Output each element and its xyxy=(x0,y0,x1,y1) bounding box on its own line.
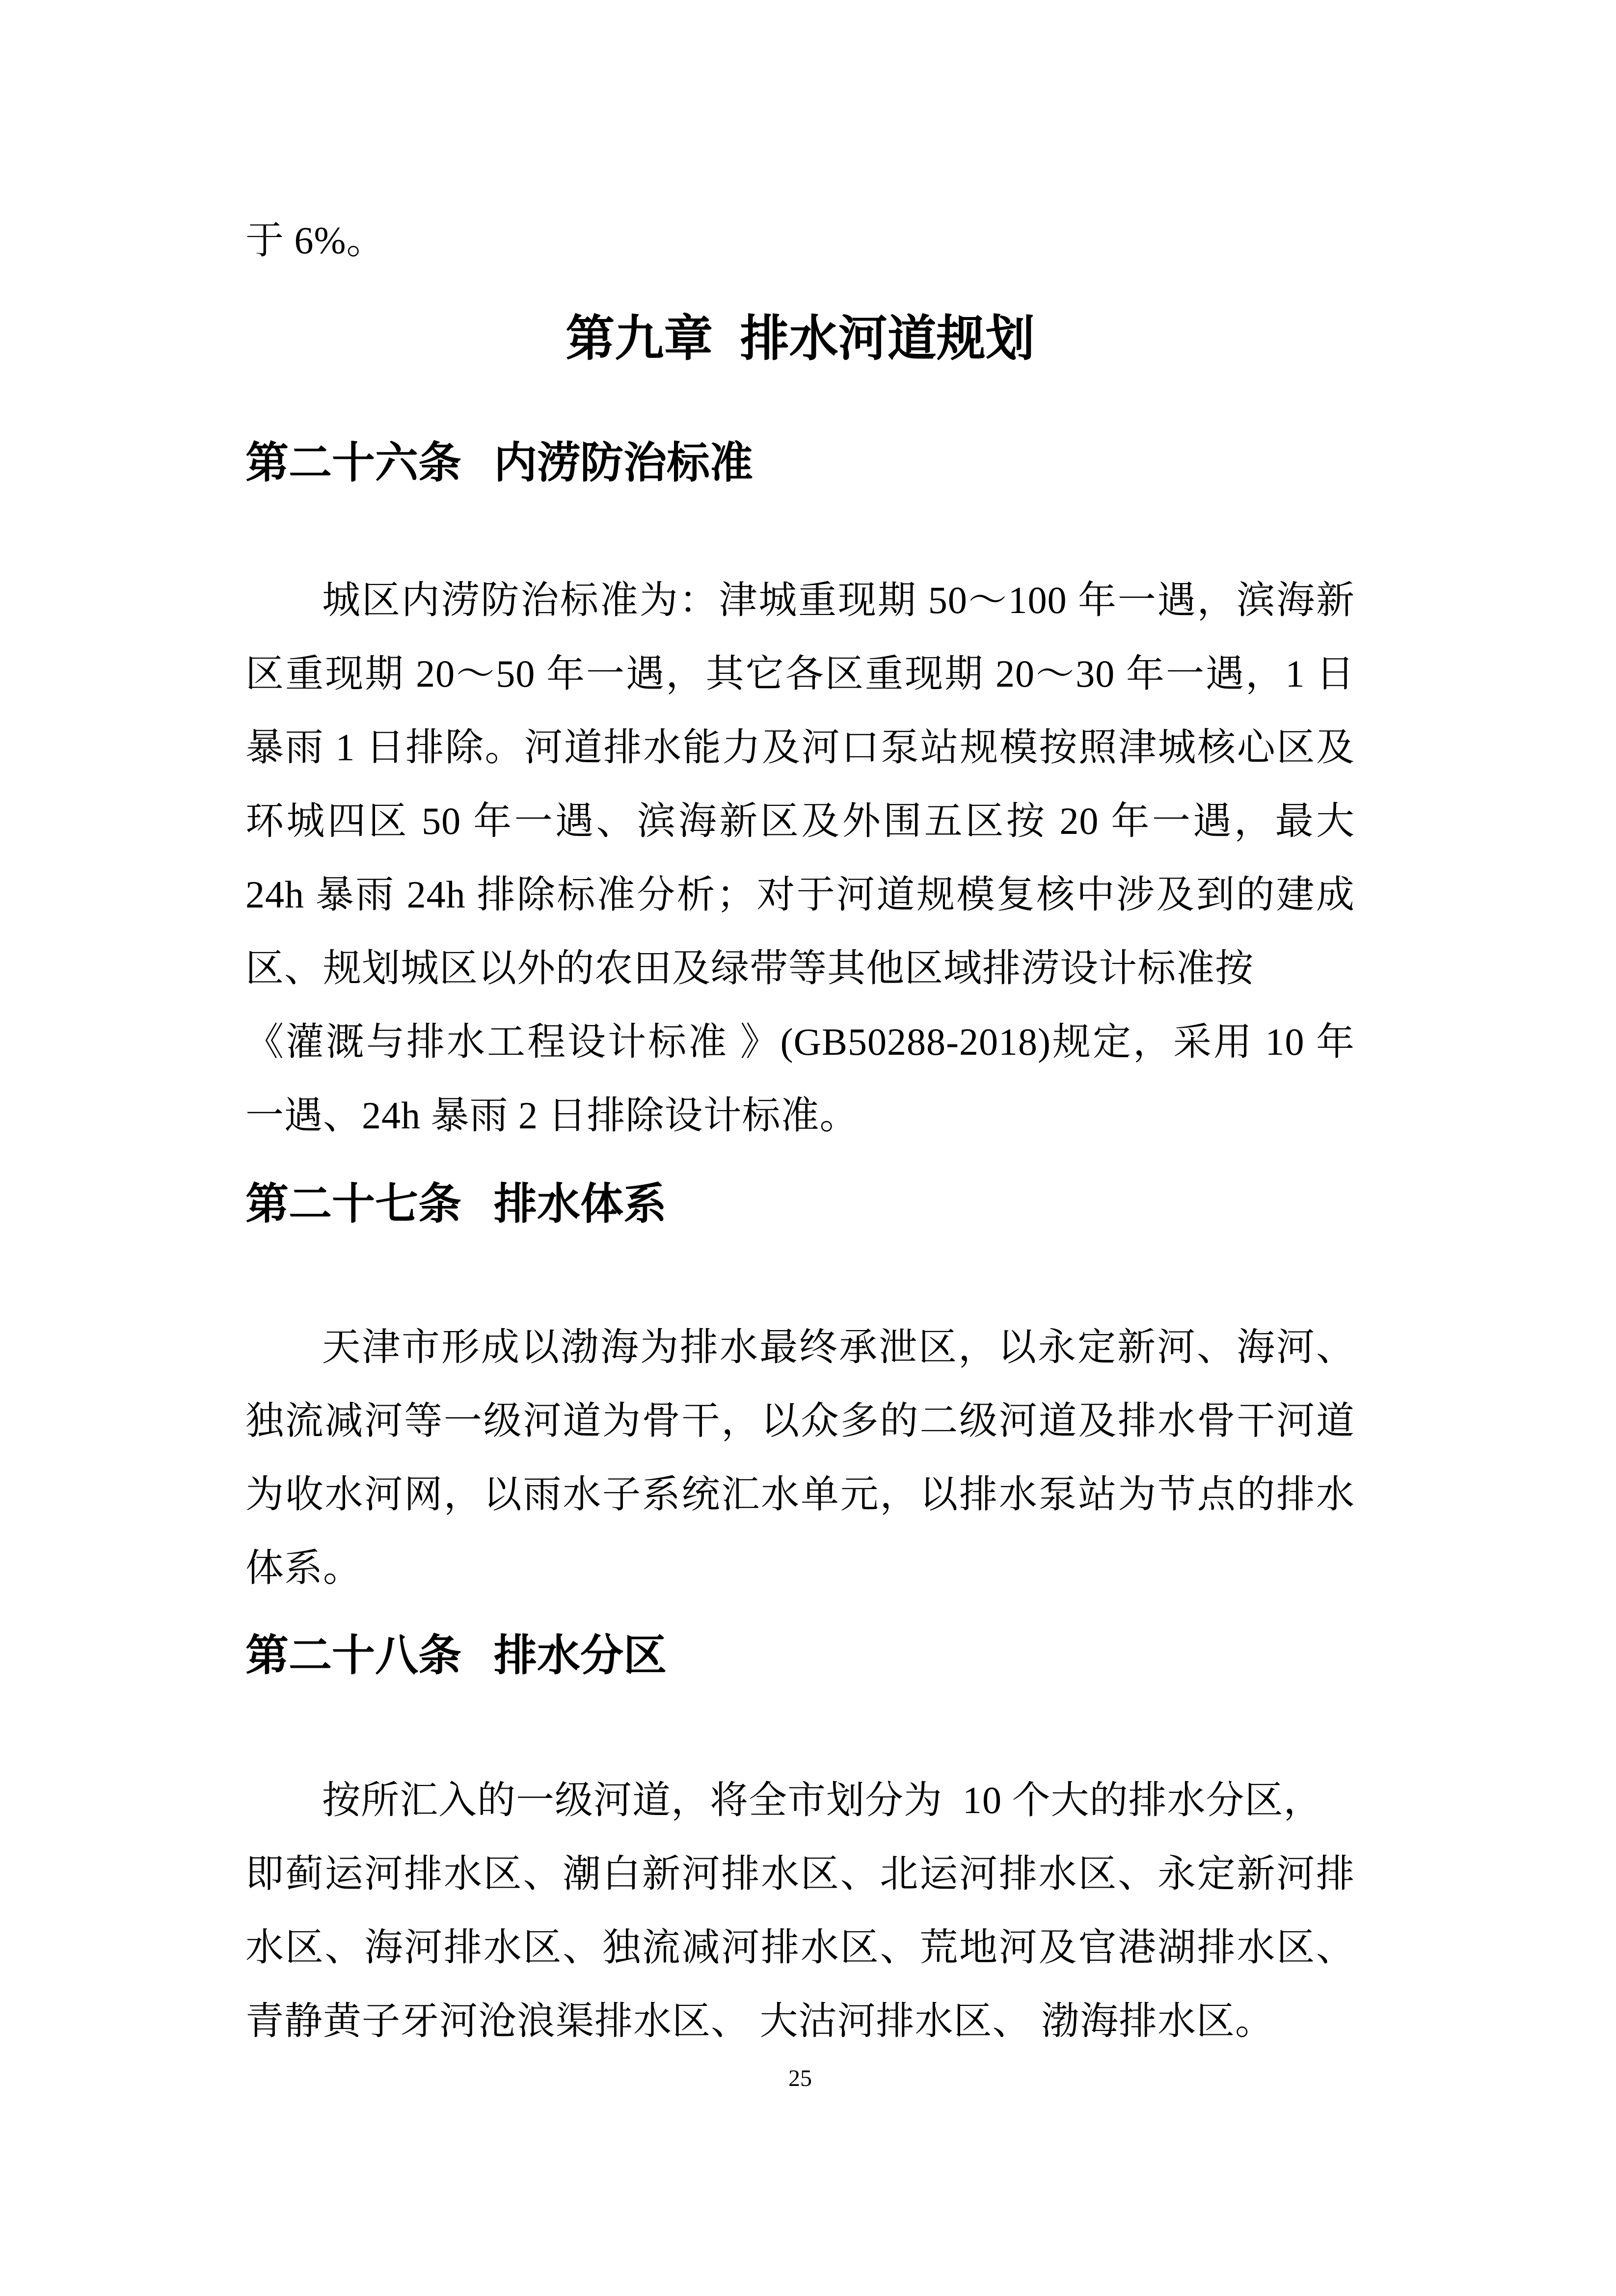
body-line: 为收水河网，以雨水子系统汇水单元，以排水泵站为节点的排水 xyxy=(245,1473,1355,1516)
body-line: 环城四区 50 年一遇、滨海新区及外围五区按 20 年一遇，最大 xyxy=(245,800,1355,842)
body-line: 区、规划城区以外的农田及绿带等其他区域排涝设计标准按 xyxy=(245,947,1254,989)
continuation-line: 于 6%。 xyxy=(245,219,385,262)
body-line: 区重现期 20～50 年一遇，其它各区重现期 20～30 年一遇，1 日 xyxy=(245,652,1355,695)
section-heading-article-27: 第二十七条 排水体系 xyxy=(245,1181,667,1228)
body-line: 独流减河等一级河道为骨干，以众多的二级河道及排水骨干河道 xyxy=(245,1399,1355,1442)
body-line: 天津市形成以渤海为排水最终承泄区，以永定新河、海河、 xyxy=(322,1326,1355,1368)
body-line: 暴雨 1 日排除。河道排水能力及河口泵站规模按照津城核心区及 xyxy=(245,726,1355,769)
body-line: 按所汇入的一级河道，将全市划分为 10 个大的排水分区， xyxy=(322,1779,1322,1821)
paragraph-article-27 xyxy=(245,1310,1355,1605)
body-line: 即蓟运河排水区、潮白新河排水区、北运河排水区、永定新河排 xyxy=(245,1852,1355,1895)
body-line: 水区、海河排水区、独流减河排水区、荒地河及官港湖排水区、 xyxy=(245,1926,1355,1969)
body-line: 《灌溉与排水工程设计标准 》(GB50288-2018)规定，采用 10 年 xyxy=(245,1020,1355,1063)
body-line: 24h 暴雨 24h 排除标准分析；对于河道规模复核中涉及到的建成 xyxy=(245,873,1355,916)
page-number: 25 xyxy=(788,2065,812,2091)
section-heading-article-26: 第二十六条 内涝防治标准 xyxy=(245,440,754,487)
body-line: 青静黄子牙河沧浪渠排水区、 大沽河排水区、 渤海排水区。 xyxy=(245,2000,1274,2042)
paragraph-article-28 xyxy=(245,1763,1355,2058)
body-line: 一遇、24h 暴雨 2 日排除设计标准。 xyxy=(245,1094,859,1137)
paragraph-article-26 xyxy=(245,563,1355,1152)
chapter-title: 第九章 排水河道规划 xyxy=(566,311,1035,366)
body-line: 城区内涝防治标准为：津城重现期 50～100 年一遇，滨海新 xyxy=(322,579,1355,621)
section-heading-article-28: 第二十八条 排水分区 xyxy=(245,1632,667,1680)
body-line: 体系。 xyxy=(245,1547,362,1589)
